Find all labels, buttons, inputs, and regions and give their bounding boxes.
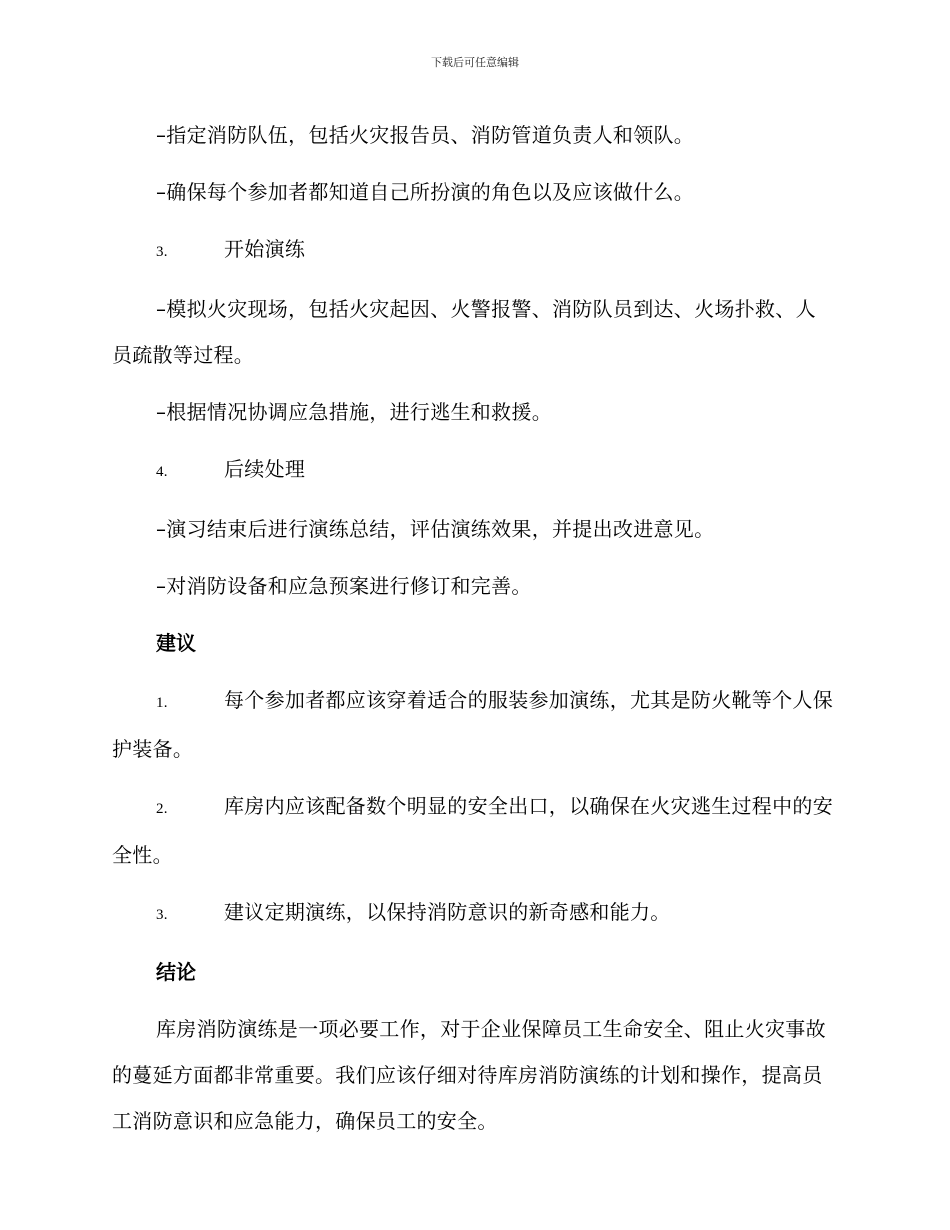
suggestion-item xyxy=(112,677,834,772)
document-body xyxy=(112,112,834,1155)
suggestion-item xyxy=(112,889,834,938)
suggestion-number: 2. xyxy=(156,801,168,817)
step-label: 开始演练 xyxy=(224,237,306,261)
bullet-revise-plans: –对消防设备和应急预案进行修订和完善。 xyxy=(156,574,532,598)
page-header: 下载后可任意编辑 xyxy=(431,56,519,69)
step-number: 4. xyxy=(156,464,168,480)
conclusion-paragraph: 库房消防演练是一项必要工作，对于企业保障员工生命安全、阻止火灾事故的蔓延方面都非常重要。我们应该仔细对待库房消防演练的计划和操作，提高员工消防意识和应急能力，确保员工的安全。 xyxy=(112,1017,826,1133)
suggestion-number: 1. xyxy=(156,695,168,711)
bullet-coordinate-measures: –根据情况协调应急措施，进行逃生和救援。 xyxy=(156,400,552,424)
suggestion-text: 建议定期演练，以保持消防意识的新奇感和能力。 xyxy=(224,900,671,924)
suggestion-item xyxy=(112,783,834,878)
bullet-fire-team: –指定消防队伍，包括火灾报告员、消防管道负责人和领队。 xyxy=(156,123,695,147)
step-number: 3. xyxy=(156,244,168,260)
suggestion-number: 3. xyxy=(156,907,168,923)
step-follow-up xyxy=(112,446,834,495)
bullet-drill-summary: –演习结束后进行演练总结，评估演练效果，并提出改进意见。 xyxy=(156,517,715,541)
step-start-drill xyxy=(112,226,834,275)
suggestion-text: 库房内应该配备数个明显的安全出口，以确保在火灾逃生过程中的安全性。 xyxy=(112,794,833,867)
suggestion-text: 每个参加者都应该穿着适合的服装参加演练，尤其是防火靴等个人保护装备。 xyxy=(112,688,833,761)
bullet-know-roles: –确保每个参加者都知道自己所扮演的角色以及应该做什么。 xyxy=(156,180,695,204)
step-label: 后续处理 xyxy=(224,457,306,481)
suggestions-heading: 建议 xyxy=(156,631,196,655)
bullet-simulate-fire: –模拟火灾现场，包括火灾起因、火警报警、消防队员到达、火场扑救、人员疏散等过程。 xyxy=(112,297,816,367)
conclusion-heading: 结论 xyxy=(156,960,196,984)
